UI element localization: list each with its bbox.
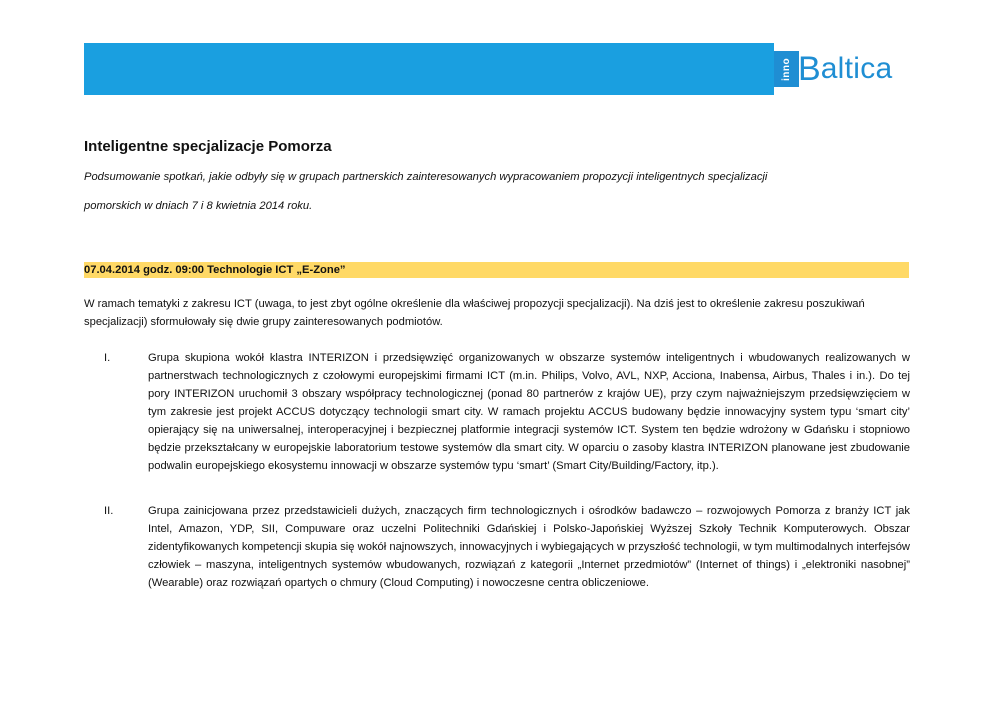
section-intro: W ramach tematyki z zakresu ICT (uwaga, to jest zbyt ogólne określenie dla właściwej propozycji specjalizacji). Na dziś jest to określenie zakresu poszukiwań specjalizacji) sformułowały się dwie grupy zainteresowanych podmiotów. <box>84 298 865 328</box>
subtitle-line-1: Podsumowanie spotkań, jakie odbyły się w grupach partnerskich zainteresowanych wypracowaniem propozycji inteligentnych specjalizacji <box>84 171 768 183</box>
list-item <box>104 349 910 475</box>
innobaltica-logo <box>772 43 912 95</box>
list-item-number: II. <box>104 505 114 517</box>
list-item-text: Grupa zainicjowana przez przedstawicieli dużych, znaczących firm technologicznych i ośrodków badawczo – rozwojowych Pomorza z branży ICT jak Intel, Amazon, YDP, SII, Compuware oraz uczelni Politechniki Gdańskiej i Polsko-Japońskiej Wyższej Szkoły Technik Komputerowych. Obszar zidentyfikowanych kompetencji skupia się wokół najnowszych, innowacyjnych i wybiegających w przyszłość technologii, w tym multimodalnych interfejsów człowiek – maszyna, inteligentnych systemów wbudowanych, rozwiązań z kategorii „Internet przedmiotów” (Internet of things) i „elektroniki nasobnej” (Wearable) oraz rozwiązań opartych o chmury (Cloud Computing) i nowoczesne centra obliczeniowe. <box>148 505 910 589</box>
list-item-text: Grupa skupiona wokół klastra INTERIZON i przedsięwzięć organizowanych w obszarze systemów inteligentnych i wbudowanych realizowanych w partnerstwach technologicznych z czołowymi europejskimi firmami ICT (m.in. Philips, Volvo, AVL, NXP, Acciona, Inabensa, Airbus, Thales i in.). Do tej pory INTERIZON uruchomił 3 obszary współpracy technologicznej (ponad 80 partnerów z krajów UE), przy czym najważniejszym przedsięwzięciem w tym zakresie jest projekt ACCUS dotyczący technologii smart city. W ramach projektu ACCUS budowany będzie innowacyjny system typu ‘smart city’ opierający się na uniwersalnej, interoperacyjnej i bezpiecznej platformie integracji systemów ICT. System ten będzie wdrożony w Gdańsku i stopniowo będzie przekształcany w europejskie laboratorium testowe systemów dla smart city. W oparciu o zasoby klastra INTERIZON planowane jest zbudowanie podwalin europejskiego ekosystemu innowacji w obszarze systemów typu ‘smart’ (Smart City/Building/Factory, itp.). <box>148 352 910 472</box>
logo-initial: B <box>798 50 821 88</box>
section-date-heading: 07.04.2014 godz. 09:00 Technologie ICT „E-Zone” <box>84 262 909 278</box>
header-band <box>84 43 774 95</box>
logo-prefix: inno <box>780 57 792 81</box>
list-item <box>104 502 910 592</box>
page-title: Inteligentne specjalizacje Pomorza <box>84 138 332 155</box>
logo-rest: altica <box>820 52 893 85</box>
list-item-number: I. <box>104 352 111 364</box>
subtitle <box>84 163 904 221</box>
subtitle-line-2: pomorskich w dniach 7 i 8 kwietnia 2014 roku. <box>84 200 313 212</box>
logo-inno-box <box>774 51 799 87</box>
